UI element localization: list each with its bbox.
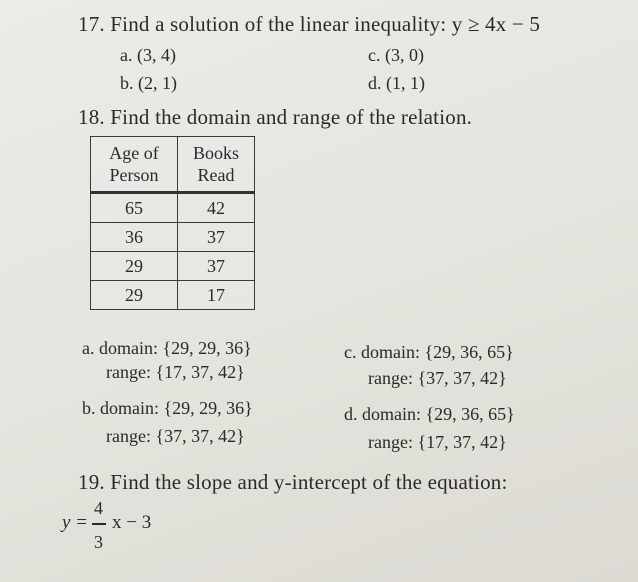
- equation-numerator: 4: [94, 498, 103, 518]
- q17-choice-a-value: (3, 4): [137, 45, 176, 65]
- table-row: [91, 281, 255, 310]
- q17-choice-d: [368, 73, 425, 94]
- q17-choice-b: [120, 73, 177, 94]
- q18-choice-d-domain: [344, 404, 515, 425]
- equation-lhs: y =: [62, 512, 89, 533]
- q18-choice-a-domain-text: domain: {29, 29, 36}: [99, 338, 252, 358]
- relation-table: [90, 136, 255, 310]
- relation-table-header-row: [91, 137, 255, 193]
- q18-choice-d-letter: d.: [344, 404, 358, 424]
- q17-choice-a-letter: a.: [120, 45, 133, 65]
- q18-choice-b-letter: b.: [82, 398, 96, 418]
- q18-prompt: 18. Find the domain and range of the relation.: [78, 105, 473, 129]
- q17-choice-c: [368, 45, 424, 66]
- header-books-line1: Books: [192, 143, 239, 163]
- table-cell-books: 17: [178, 281, 255, 310]
- q18-choice-b-domain: [82, 398, 253, 419]
- q18-choice-b-domain-text: domain: {29, 29, 36}: [100, 398, 253, 418]
- q17-choice-a: [120, 45, 176, 66]
- header-books-line2: Read: [197, 165, 235, 185]
- q17-choice-b-value: (2, 1): [138, 73, 177, 93]
- table-cell-age: 29: [91, 252, 178, 281]
- table-cell-books: 42: [178, 193, 255, 223]
- header-age-line1: Age of: [109, 143, 159, 163]
- table-cell-age: 65: [91, 193, 178, 223]
- q17-choice-c-letter: c.: [368, 45, 381, 65]
- q17-choice-d-letter: d.: [368, 73, 382, 93]
- header-books-read: [178, 137, 255, 193]
- q18-choice-a-domain: [82, 338, 252, 359]
- equation-denominator: 3: [94, 532, 103, 552]
- q17-prompt: 17. Find a solution of the linear inequality: y ≥ 4x − 5: [78, 12, 541, 36]
- q18-choice-c-domain: [344, 342, 514, 363]
- equation-rest: x − 3: [112, 512, 152, 533]
- q17-choice-b-letter: b.: [120, 73, 134, 93]
- q18-choice-a-letter: a.: [82, 338, 95, 358]
- fraction-bar: [92, 523, 106, 525]
- header-age-line2: Person: [109, 165, 159, 185]
- table-cell-books: 37: [178, 223, 255, 252]
- q17-choice-c-value: (3, 0): [385, 45, 424, 65]
- q18-choice-d-domain-text: domain: {29, 36, 65}: [362, 404, 515, 424]
- table-row: [91, 252, 255, 281]
- q18-choice-c-letter: c.: [344, 342, 357, 362]
- table-row: [91, 193, 255, 223]
- q18-choice-c-range: range: {37, 37, 42}: [368, 368, 507, 388]
- q19-prompt: 19. Find the slope and y-intercept of the equation:: [78, 470, 508, 494]
- q18-choice-b-range: range: {37, 37, 42}: [106, 426, 245, 446]
- header-age-of-person: [91, 137, 178, 193]
- table-cell-books: 37: [178, 252, 255, 281]
- q17-choice-d-value: (1, 1): [386, 73, 425, 93]
- table-cell-age: 29: [91, 281, 178, 310]
- table-row: [91, 223, 255, 252]
- q18-choice-c-domain-text: domain: {29, 36, 65}: [361, 342, 514, 362]
- table-cell-age: 36: [91, 223, 178, 252]
- q18-choice-a-range: range: {17, 37, 42}: [106, 362, 245, 382]
- q18-choice-d-range: range: {17, 37, 42}: [368, 432, 507, 452]
